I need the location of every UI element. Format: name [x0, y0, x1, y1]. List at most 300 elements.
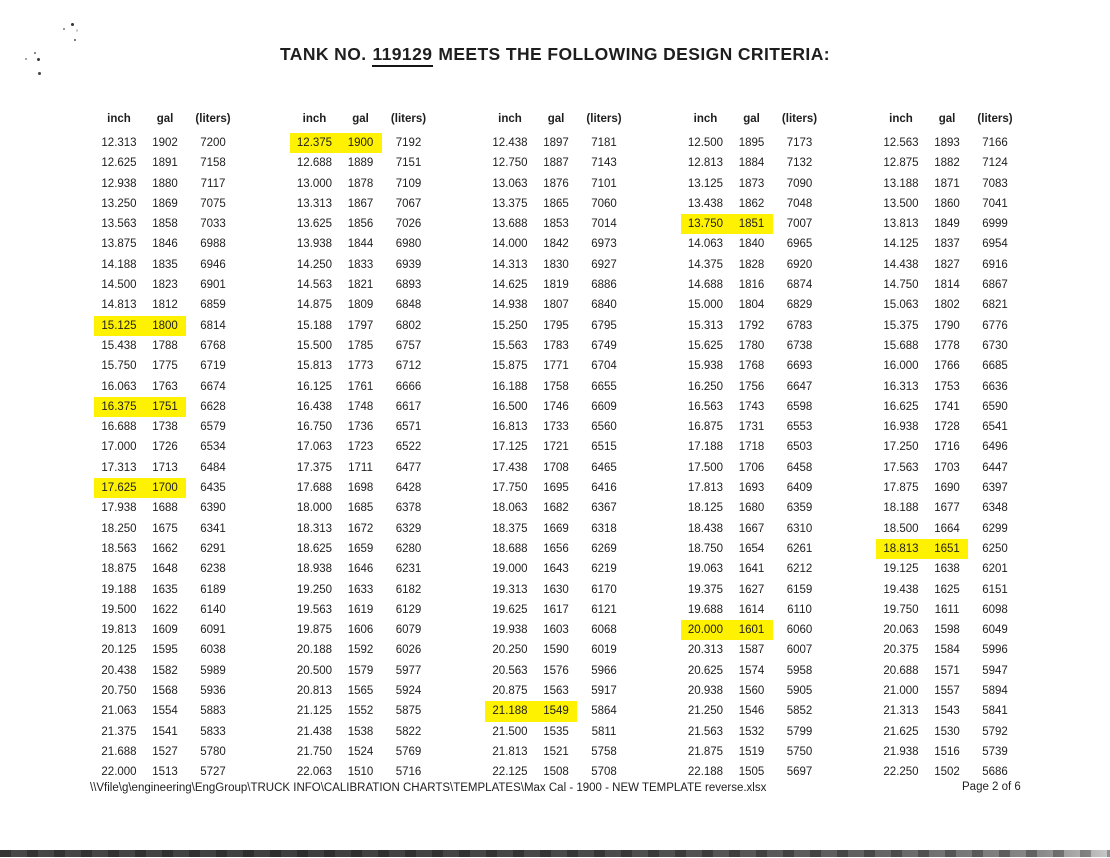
liters-cell: 7192 [395, 137, 422, 149]
inch-cell: 14.875 [296, 299, 333, 312]
column-header-inch: inch [498, 113, 522, 125]
gal-cell: 1571 [934, 664, 960, 677]
gal-cell: 1761 [347, 380, 374, 393]
liters-cell: 6874 [786, 279, 813, 292]
gal-cell: 1627 [738, 583, 765, 596]
liters-cell: 6503 [786, 441, 813, 454]
table-row [681, 742, 827, 762]
liters-cell: 6939 [395, 258, 422, 271]
table-row [94, 661, 240, 681]
liters-cell: 6867 [982, 279, 1008, 292]
gal-cell: 1819 [543, 279, 569, 292]
liters-cell: 6541 [982, 421, 1008, 434]
gal-cell: 1827 [934, 258, 960, 271]
inch-cell: 17.688 [296, 482, 333, 495]
column-header-inch: inch [693, 113, 718, 125]
liters-cell: 6916 [982, 258, 1008, 271]
liters-cell: 6655 [591, 380, 617, 393]
liters-cell: 6219 [591, 563, 617, 576]
table-row [94, 417, 240, 437]
liters-cell: 6026 [395, 644, 422, 657]
liters-cell: 7041 [982, 197, 1008, 210]
liters-cell: 6068 [591, 624, 617, 637]
inch-cell: 22.063 [296, 766, 333, 779]
table-row [681, 519, 827, 539]
liters-cell: 6038 [200, 644, 226, 657]
inch-cell: 19.188 [101, 583, 137, 596]
liters-cell: 6628 [200, 400, 226, 413]
gal-cell: 1721 [543, 441, 569, 454]
liters-cell: 6428 [395, 482, 422, 495]
table-row [485, 417, 631, 437]
table-row [876, 458, 1022, 478]
gal-cell: 1804 [738, 299, 765, 312]
gal-cell: 1800 [144, 316, 186, 336]
inch-cell: 16.875 [687, 421, 724, 434]
gal-cell: 1778 [934, 339, 960, 352]
table-row [485, 722, 631, 742]
title-prefix: TANK NO. [280, 44, 367, 64]
inch-cell: 21.938 [883, 745, 919, 758]
liters-cell: 6553 [786, 421, 813, 434]
gal-cell: 1711 [348, 461, 373, 474]
liters-cell: 7083 [982, 177, 1008, 190]
table-row [485, 600, 631, 620]
liters-cell: 6189 [200, 583, 226, 596]
table-row [681, 417, 827, 437]
table-row [94, 234, 240, 254]
inch-cell: 15.125 [94, 316, 144, 336]
table-row [876, 275, 1022, 295]
inch-cell: 12.625 [101, 157, 137, 170]
liters-cell: 5686 [982, 766, 1008, 779]
liters-cell: 7166 [982, 137, 1008, 149]
gal-cell: 1519 [738, 745, 765, 758]
table-row [290, 742, 436, 762]
inch-cell: 15.563 [492, 339, 528, 352]
table-row [876, 133, 1022, 153]
calibration-column-group [485, 112, 631, 783]
gal-cell: 1748 [347, 400, 374, 413]
liters-cell: 7026 [395, 218, 422, 231]
table-row [681, 153, 827, 173]
table-row [485, 559, 631, 579]
inch-cell: 20.688 [883, 664, 919, 677]
inch-cell: 13.500 [883, 197, 919, 210]
table-row [485, 498, 631, 518]
liters-cell: 7014 [591, 218, 617, 231]
table-row [876, 397, 1022, 417]
table-row [485, 397, 631, 417]
inch-cell: 18.313 [296, 522, 333, 535]
inch-cell: 17.250 [883, 441, 919, 454]
liters-cell: 5936 [200, 685, 226, 698]
liters-cell: 6049 [982, 624, 1008, 637]
inch-cell: 20.750 [101, 685, 137, 698]
liters-cell: 6522 [395, 441, 422, 454]
liters-cell: 6110 [787, 603, 812, 616]
header-row [876, 112, 1022, 133]
liters-cell: 5758 [591, 745, 617, 758]
gal-cell: 1809 [347, 299, 374, 312]
inch-cell: 16.375 [94, 397, 144, 417]
gal-cell: 1590 [543, 644, 569, 657]
gal-cell: 1871 [934, 177, 960, 190]
table-row [485, 153, 631, 173]
gal-cell: 1833 [347, 258, 374, 271]
column-header-gal: gal [352, 113, 369, 125]
table-row [681, 316, 827, 336]
inch-cell: 16.563 [687, 400, 724, 413]
page-number: Page 2 of 6 [962, 781, 1021, 793]
table-row [876, 316, 1022, 336]
liters-cell: 6477 [395, 461, 422, 474]
table-row [94, 458, 240, 478]
table-row [681, 681, 827, 701]
liters-cell: 6999 [982, 218, 1008, 231]
table-row [94, 620, 240, 640]
gal-cell: 1887 [543, 157, 569, 170]
inch-cell: 17.063 [296, 441, 333, 454]
liters-cell: 6140 [200, 603, 226, 616]
table-row [94, 498, 240, 518]
table-row [876, 559, 1022, 579]
table-row [681, 762, 827, 782]
inch-cell: 20.250 [492, 644, 528, 657]
table-row [94, 478, 240, 498]
gal-cell: 1788 [152, 339, 178, 352]
table-row [876, 194, 1022, 214]
table-row [290, 559, 436, 579]
header-row [94, 112, 240, 133]
gal-cell: 1902 [152, 137, 178, 149]
gal-cell: 1731 [738, 421, 765, 434]
table-row [94, 214, 240, 234]
header-row [290, 112, 436, 133]
title-suffix: MEETS THE FOLLOWING DESIGN CRITERIA: [438, 44, 830, 64]
table-row [290, 498, 436, 518]
table-row [681, 620, 827, 640]
gal-cell: 1807 [543, 299, 569, 312]
liters-cell: 6980 [395, 238, 422, 251]
liters-cell: 6859 [200, 299, 226, 312]
table-row [681, 458, 827, 478]
tank-number: 119129 [372, 44, 434, 67]
inch-cell: 17.438 [492, 461, 528, 474]
gal-cell: 1541 [152, 725, 178, 738]
table-row [290, 458, 436, 478]
scanner-artifact-line [0, 850, 1110, 857]
inch-cell: 20.188 [296, 644, 333, 657]
liters-cell: 6560 [591, 421, 617, 434]
liters-cell: 7007 [786, 218, 813, 231]
gal-cell: 1860 [934, 197, 960, 210]
gal-cell: 1746 [543, 400, 569, 413]
liters-cell: 6280 [395, 542, 422, 555]
table-row [290, 194, 436, 214]
liters-cell: 6170 [591, 583, 617, 596]
table-row [94, 295, 240, 315]
header-row [485, 112, 631, 133]
liters-cell: 6647 [786, 380, 813, 393]
gal-cell: 1878 [347, 177, 374, 190]
liters-cell: 5822 [395, 725, 422, 738]
gal-cell: 1508 [543, 766, 569, 779]
liters-cell: 5947 [982, 664, 1008, 677]
gal-cell: 1611 [934, 603, 960, 616]
gal-cell: 1867 [347, 197, 374, 210]
liters-cell: 6814 [200, 319, 226, 332]
inch-cell: 14.750 [883, 279, 919, 292]
inch-cell: 19.625 [492, 603, 528, 616]
liters-cell: 6954 [982, 238, 1008, 251]
inch-cell: 18.188 [883, 502, 919, 515]
gal-cell: 1821 [347, 279, 374, 292]
liters-cell: 6416 [591, 482, 617, 495]
column-header-liters: (liters) [195, 113, 231, 125]
table-row [94, 153, 240, 173]
table-row [290, 377, 436, 397]
inch-cell: 14.500 [101, 279, 137, 292]
gal-cell: 1619 [347, 603, 374, 616]
table-row [94, 701, 240, 721]
liters-cell: 7181 [591, 137, 617, 149]
liters-cell: 5727 [200, 766, 226, 779]
liters-cell: 5883 [200, 705, 226, 718]
liters-cell: 6378 [395, 502, 422, 515]
liters-cell: 6359 [786, 502, 813, 515]
gal-cell: 1543 [934, 705, 960, 718]
liters-cell: 6840 [591, 299, 617, 312]
table-row [876, 255, 1022, 275]
inch-cell: 15.875 [492, 360, 528, 373]
gal-cell: 1771 [543, 360, 569, 373]
table-row [876, 498, 1022, 518]
table-row [876, 174, 1022, 194]
liters-cell: 7075 [200, 197, 226, 210]
table-row [681, 356, 827, 376]
table-row [94, 559, 240, 579]
inch-cell: 20.375 [883, 644, 919, 657]
inch-cell: 18.375 [492, 522, 528, 535]
gal-cell: 1856 [347, 218, 374, 231]
inch-cell: 21.438 [296, 725, 333, 738]
inch-cell: 13.313 [296, 197, 333, 210]
gal-cell: 1622 [152, 603, 178, 616]
gal-cell: 1662 [152, 542, 178, 555]
calibration-column-group [94, 112, 240, 783]
gal-cell: 1773 [347, 360, 374, 373]
inch-cell: 19.000 [492, 563, 528, 576]
liters-cell: 5977 [395, 664, 422, 677]
inch-cell: 21.750 [296, 745, 333, 758]
gal-cell: 1703 [934, 461, 960, 474]
gal-cell: 1858 [152, 218, 178, 231]
table-row [876, 620, 1022, 640]
table-row [876, 377, 1022, 397]
inch-cell: 21.313 [883, 705, 919, 718]
table-row [290, 356, 436, 376]
inch-cell: 21.188 [485, 701, 535, 721]
inch-cell: 17.750 [492, 482, 528, 495]
inch-cell: 17.938 [101, 502, 137, 515]
gal-cell: 1688 [152, 502, 178, 515]
liters-cell: 7132 [786, 157, 813, 170]
liters-cell: 6212 [786, 563, 813, 576]
inch-cell: 15.438 [101, 339, 137, 352]
inch-cell: 15.688 [883, 339, 919, 352]
gal-cell: 1646 [347, 563, 374, 576]
inch-cell: 15.813 [296, 360, 333, 373]
gal-cell: 1552 [347, 705, 374, 718]
inch-cell: 21.500 [492, 725, 528, 738]
inch-cell: 12.313 [101, 137, 137, 149]
table-row [290, 174, 436, 194]
liters-cell: 6685 [982, 360, 1008, 373]
inch-cell: 14.313 [492, 258, 528, 271]
page-title [0, 44, 1110, 65]
inch-cell: 20.125 [101, 644, 137, 657]
table-row [876, 234, 1022, 254]
inch-cell: 15.500 [296, 339, 333, 352]
liters-cell: 6719 [200, 360, 226, 373]
gal-cell: 1693 [738, 482, 765, 495]
liters-cell: 6329 [395, 522, 422, 535]
inch-cell: 18.625 [296, 542, 333, 555]
gal-cell: 1635 [152, 583, 178, 596]
inch-cell: 12.813 [687, 157, 724, 170]
gal-cell: 1675 [152, 522, 178, 535]
inch-cell: 13.438 [687, 197, 724, 210]
inch-cell: 21.875 [687, 745, 724, 758]
gal-cell: 1792 [738, 319, 765, 332]
gal-cell: 1853 [543, 218, 569, 231]
liters-cell: 6019 [591, 644, 617, 657]
gal-cell: 1753 [934, 380, 960, 393]
liters-cell: 6515 [591, 441, 617, 454]
inch-cell: 14.938 [492, 299, 528, 312]
liters-cell: 6201 [982, 563, 1008, 576]
gal-cell: 1884 [738, 157, 765, 170]
gal-cell: 1716 [934, 441, 960, 454]
liters-cell: 6704 [591, 360, 617, 373]
inch-cell: 17.875 [883, 482, 919, 495]
gal-cell: 1510 [347, 766, 374, 779]
inch-cell: 17.625 [94, 478, 144, 498]
gal-cell: 1659 [347, 542, 374, 555]
inch-cell: 19.313 [492, 583, 528, 596]
inch-cell: 19.250 [296, 583, 333, 596]
table-row [94, 762, 240, 782]
liters-cell: 5966 [591, 664, 617, 677]
gal-cell: 1842 [543, 238, 569, 251]
inch-cell: 13.688 [492, 218, 528, 231]
table-row [681, 295, 827, 315]
gal-cell: 1876 [543, 177, 569, 190]
gal-cell: 1617 [543, 603, 569, 616]
inch-cell: 19.375 [687, 583, 724, 596]
gal-cell: 1549 [535, 701, 577, 721]
gal-cell: 1758 [543, 380, 569, 393]
liters-cell: 6598 [786, 400, 813, 413]
column-header-liters: (liters) [977, 113, 1013, 125]
liters-cell: 7117 [200, 177, 226, 190]
inch-cell: 18.938 [296, 563, 333, 576]
liters-cell: 6783 [786, 319, 813, 332]
gal-cell: 1538 [347, 725, 374, 738]
liters-cell: 6712 [395, 360, 422, 373]
inch-cell: 20.000 [681, 620, 731, 640]
gal-cell: 1563 [543, 685, 569, 698]
liters-cell: 7048 [786, 197, 813, 210]
gal-cell: 1524 [347, 745, 374, 758]
table-row [876, 417, 1022, 437]
table-row [681, 275, 827, 295]
table-row [485, 255, 631, 275]
inch-cell: 16.000 [883, 360, 919, 373]
liters-cell: 6886 [591, 279, 617, 292]
table-row [485, 336, 631, 356]
gal-cell: 1651 [926, 539, 968, 559]
table-row [290, 681, 436, 701]
table-row [485, 640, 631, 660]
liters-cell: 6579 [200, 421, 226, 434]
table-row [876, 478, 1022, 498]
gal-cell: 1763 [152, 380, 178, 393]
gal-cell: 1654 [738, 542, 765, 555]
gal-cell: 1633 [347, 583, 374, 596]
table-row [876, 640, 1022, 660]
inch-cell: 22.250 [883, 766, 919, 779]
table-row [681, 600, 827, 620]
inch-cell: 15.250 [492, 319, 528, 332]
table-row [876, 681, 1022, 701]
table-row [485, 377, 631, 397]
inch-cell: 13.188 [883, 177, 919, 190]
table-row [94, 397, 240, 417]
inch-cell: 18.875 [101, 563, 137, 576]
table-row [681, 194, 827, 214]
inch-cell: 12.750 [492, 157, 528, 170]
inch-cell: 16.938 [883, 421, 919, 434]
liters-cell: 6965 [786, 238, 813, 251]
table-row [290, 580, 436, 600]
liters-cell: 6007 [786, 644, 813, 657]
table-row [485, 174, 631, 194]
gal-cell: 1844 [347, 238, 374, 251]
calibration-table [94, 112, 1022, 783]
table-row [94, 356, 240, 376]
gal-cell: 1900 [340, 133, 382, 153]
liters-cell: 6458 [786, 461, 813, 474]
inch-cell: 22.000 [101, 766, 137, 779]
gal-cell: 1535 [543, 725, 569, 738]
gal-cell: 1574 [738, 664, 765, 677]
inch-cell: 19.750 [883, 603, 919, 616]
table-row [290, 153, 436, 173]
gal-cell: 1606 [347, 624, 374, 637]
liters-cell: 6901 [200, 279, 226, 292]
gal-cell: 1851 [731, 214, 773, 234]
table-row [94, 681, 240, 701]
table-row [290, 133, 436, 153]
table-row [485, 437, 631, 457]
liters-cell: 6829 [786, 299, 813, 312]
inch-cell: 18.000 [296, 502, 333, 515]
table-row [94, 600, 240, 620]
inch-cell: 14.688 [687, 279, 724, 292]
gal-cell: 1766 [934, 360, 960, 373]
